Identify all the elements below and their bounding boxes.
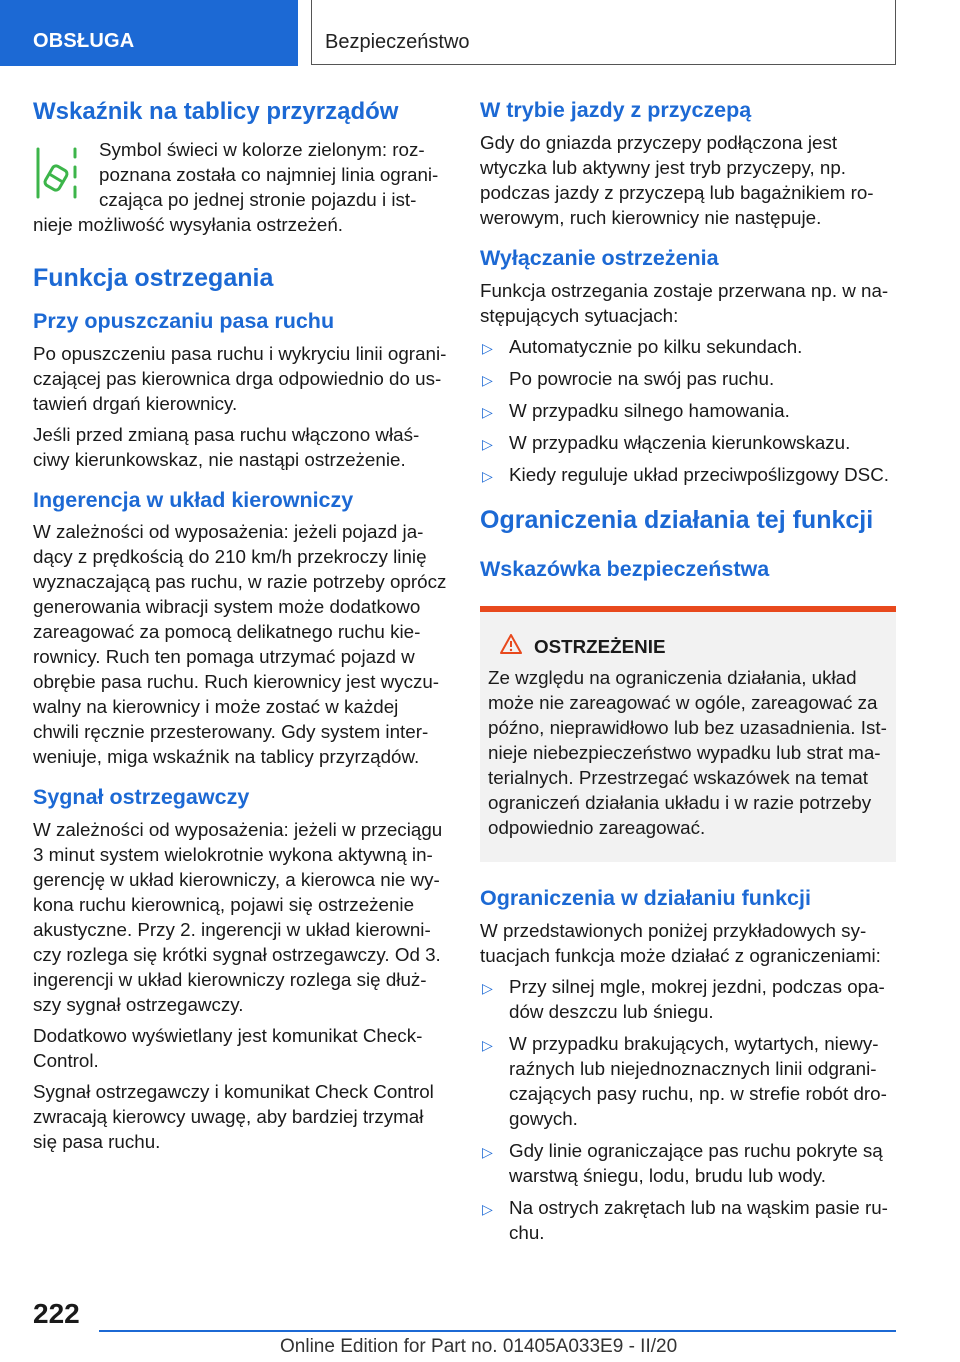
heading-signal: Sygnał ostrzegawczy (33, 785, 250, 810)
leaving-lane-text: Po opuszczeniu pasa ruchu i wykryciu linii ograni- czającej pas kierownica drga odpowiednio do us- tawień drgań kierownicy. (33, 342, 447, 414)
triangle-right-icon: ▷ (482, 1144, 493, 1161)
triangle-right-icon: ▷ (482, 467, 493, 484)
triangle-right-icon: ▷ (482, 1037, 493, 1054)
list-item: ▷ W przypadku brakujących, wytartych, niewy- raźnych lub niejednoznacznych linii odgrani- czających pasy ruchu, np. w strefie robót dro- gowych. (482, 1033, 887, 1130)
right-column (480, 98, 896, 1252)
disable-text: Funkcja ostrzegania zostaje przerwana np. w na- stępujących sytuacjach: (480, 279, 889, 326)
triangle-right-icon: ▷ (482, 980, 493, 997)
limits-list (480, 974, 896, 1245)
left-column (33, 98, 449, 1154)
triangle-right-icon: ▷ (482, 371, 493, 388)
intervention-text: W zależności od wyposażenia: jeżeli pojazd ja- dący z prędkością do 210 km/h przekroczy linię wyznaczającą pas ruchu, w razie potrzeby oprócz generowania wibracji system może dodatkowo zareagować za pomocą delikatnego ruchu kie- rownicy. Ruch ten pomaga utrzymać pojazd w obrębie pasa ruchu. Ruch kierownicy jest wyczu- walny na kierownicy i może zostać w każdej chwili ręcznie przesterowany. Gdy system inter- weniuje, miga wskaźnik na tablicy przyrządów. (33, 521, 447, 768)
warning-triangle-icon (500, 634, 522, 659)
chapter-tab (311, 0, 896, 65)
footer-divider (99, 1330, 896, 1332)
signal-text-1: W zależności od wyposażenia: jeżeli w przeciągu 3 minut system wielokrotnie wykona aktywną in- gerencję w układ kierowniczy, a kierowca nie wy- kona ruchu kierownicą, pojawi się ostrzeżenie akustyczne. Przy 2. ingerencji w układ kierowni- czy rozlega się krótki sygnał ostrzegawczy. Od 3. ingerencji w układ kierowniczy rozlega się dłuż- szy sygnał ostrzegawczy. (33, 819, 443, 1016)
lane-departure-icon (33, 145, 83, 201)
heading-leaving-lane: Przy opuszczaniu pasa ruchu (33, 308, 335, 333)
list-item: ▷ Po powrocie na swój pas ruchu. (480, 366, 896, 391)
list-item: ▷ Automatycznie po kilku sekundach. (480, 334, 896, 359)
warning-text: Ze względu na ograniczenia działania, układ może nie zareagować w ogóle, zareagować za późno, nieprawidłowo lub bez uzasadnienia. Ist- nieje niebezpieczeństwo wypadku lub strat ma- terialnych. Przestrzegać wskazówek na temat ograniczeń działania układu i w razie potrzeby odpowiednio zareagować. (488, 667, 887, 839)
heading-limits: Ograniczenia działania tej funkcji (480, 505, 874, 534)
turn-signal-text: Jeśli przed zmianą pasa ruchu włączono właś- ciwy kierunkowskaz, nie nastąpi ostrzeżenie. (33, 423, 420, 470)
symbol-block (33, 137, 449, 237)
trailer-text: Gdy do gniazda przyczepy podłączona jest wtyczka lub aktywny jest tryb przyczepy, np. podczas jazdy z przyczepą lub bagażnikiem ro- werowym, ruch kierownicy nie następuje. (480, 131, 874, 228)
page-number: 222 (33, 1298, 80, 1329)
triangle-right-icon: ▷ (482, 435, 493, 452)
list-item: ▷ Przy silnej mgle, mokrej jezdni, podczas opa- dów deszczu lub śniegu. (482, 976, 885, 1023)
list-item: ▷ W przypadku włączenia kierunkowskazu. (480, 430, 896, 455)
heading-intervention: Ingerencja w układ kierowniczy (33, 487, 354, 512)
warning-title: OSTRZEŻENIE (500, 634, 888, 659)
heading-warning-function: Funkcja ostrzegania (33, 263, 274, 292)
list-item: ▷ Gdy linie ograniczające pas ruchu pokryte są warstwą śniegu, lodu, brudu lub wody. (482, 1140, 883, 1187)
func-limits-text: W przedstawionych poniżej przykładowych sy- tuacjach funkcja może działać z ograniczeniami: (480, 920, 881, 967)
heading-trailer: W trybie jazdy z przyczepą (480, 98, 752, 122)
triangle-right-icon: ▷ (482, 339, 493, 356)
warning-box (480, 612, 896, 862)
symbol-description: Symbol świeci w kolorze zielonym: roz- poznana została co najmniej linia ograni- czająca po jednej stronie pojazdu i ist- nieje możliwość wysyłania ostrzeżeń. (33, 138, 439, 235)
heading-func-limits: Ograniczenia w działaniu funkcji (480, 886, 811, 911)
disable-list (480, 334, 896, 487)
list-item: ▷ W przypadku silnego hamowania. (480, 398, 896, 423)
edition-text: Online Edition for Part no. 01405A033E9 - II/20 (280, 1336, 678, 1357)
triangle-right-icon: ▷ (482, 1201, 493, 1218)
triangle-right-icon: ▷ (482, 403, 493, 420)
signal-text-3: Sygnał ostrzegawczy i komunikat Check Control zwracają kierowcy uwagę, aby bardziej trzymał się pasa ruchu. (33, 1081, 434, 1153)
signal-text-2: Dodatkowo wyświetlany jest komunikat Check- Control. (33, 1025, 423, 1072)
section-tab (0, 0, 298, 66)
chapter-label: Bezpieczeństwo (325, 31, 470, 53)
heading-safety: Wskazówka bezpieczeństwa (480, 556, 770, 581)
list-item: ▷ Kiedy reguluje układ przeciwpoślizgowy DSC. (480, 462, 896, 487)
heading-indicator: Wskaźnik na tablicy przyrządów (33, 98, 399, 125)
section-label: OBSŁUGA (33, 30, 135, 52)
heading-disable: Wyłączanie ostrzeżenia (480, 245, 719, 270)
list-item: ▷ Na ostrych zakrętach lub na wąskim pasie ru- chu. (482, 1197, 888, 1244)
